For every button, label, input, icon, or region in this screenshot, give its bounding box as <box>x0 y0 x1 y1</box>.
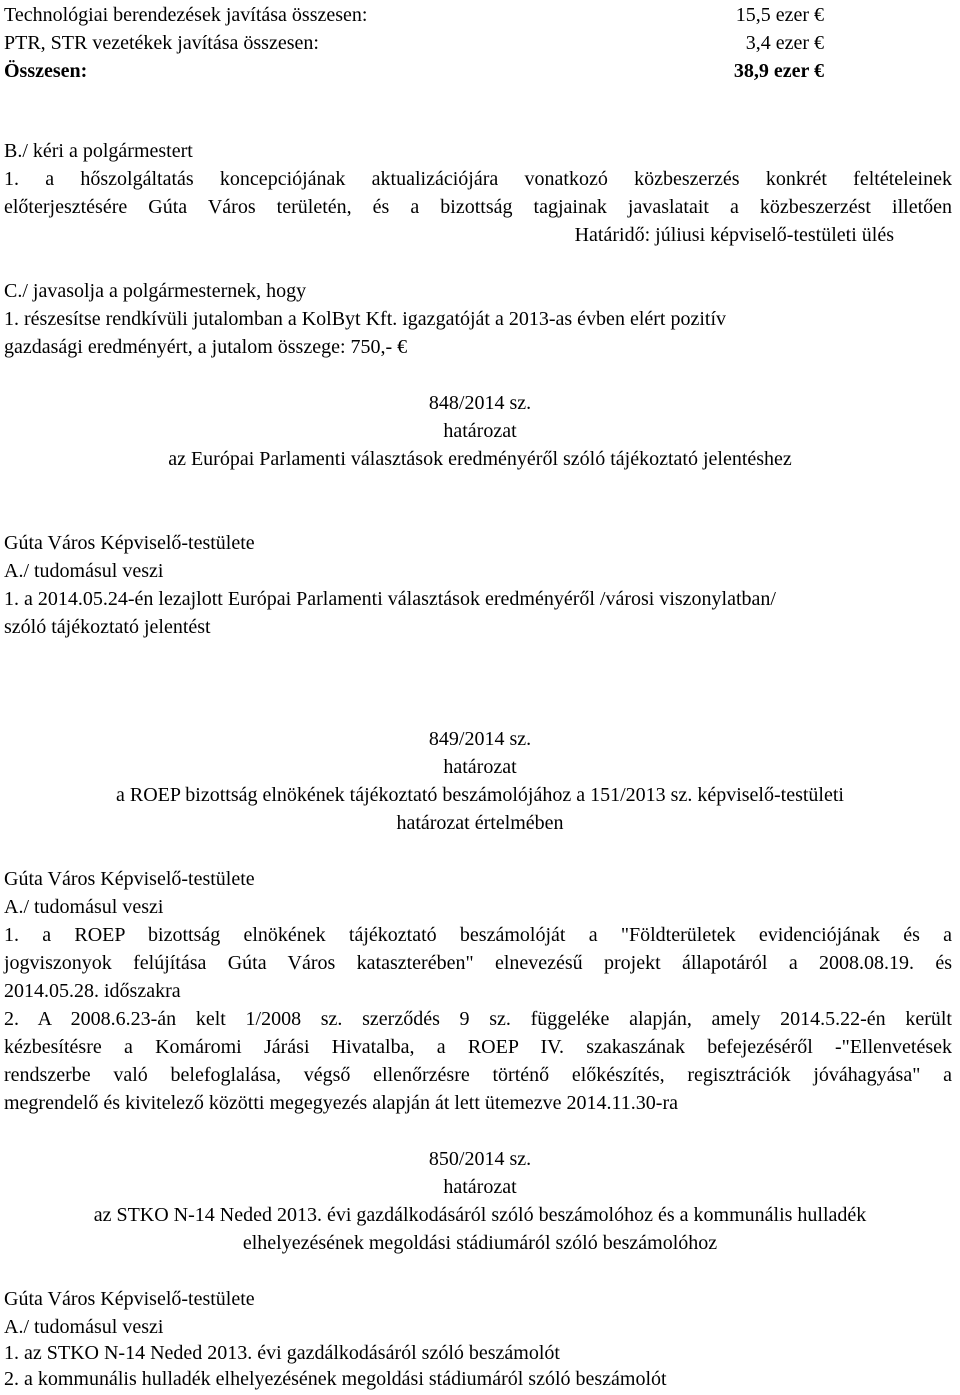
total-value-tech: 15,5 ezer € <box>735 4 824 26</box>
resolution-item-line: jogviszonyok felújítása Gúta Város kataszterében" elnevezésű projekt állapotáról a 2008.08.19. és <box>4 952 952 974</box>
section-b-deadline: Határidő: júliusi képviselő-testületi ülés <box>574 224 894 246</box>
resolution-item-line: 2. a kommunális hulladék elhelyezésének megoldási stádiumáról szóló beszámolót <box>4 1368 667 1390</box>
section-b-item-line: 1. a hőszolgáltatás koncepciójának aktualizációjára vonatkozó közbeszerzés konkrét feltételeinek <box>4 168 952 190</box>
resolution-title: az STKO N-14 Neded 2013. évi gazdálkodásáról szóló beszámolóhoz és a kommunális hulladék <box>93 1204 867 1226</box>
total-value-sum: 38,9 ezer € <box>733 60 824 82</box>
resolution-kind: határozat <box>443 420 517 442</box>
resolution-item-line: szóló tájékoztató jelentést <box>4 616 211 638</box>
resolution-number: 848/2014 sz. <box>428 392 532 414</box>
total-label-sum: Összesen: <box>4 60 88 82</box>
resolution-title: az Európai Parlamenti választások eredményéről szóló tájékoztató jelentéshez <box>168 448 792 470</box>
section-b-heading: B./ kéri a polgármestert <box>4 140 193 162</box>
total-label-tech: Technológiai berendezések javítása összesen: <box>4 4 368 26</box>
resolution-number: 849/2014 sz. <box>428 728 532 750</box>
resolution-item-line: rendszerbe való belefoglalása, végső ellenőrzésre történő előkészítés, regisztrációk jóváhagyása" a <box>4 1064 952 1086</box>
resolution-kind: határozat <box>443 1176 517 1198</box>
resolution-title: elhelyezésének megoldási stádiumáról szóló beszámolóhoz <box>242 1232 718 1254</box>
resolution-decision: A./ tudomásul veszi <box>4 560 164 582</box>
resolution-item-line: 1. az STKO N-14 Neded 2013. évi gazdálkodásáról szóló beszámolót <box>4 1342 560 1364</box>
resolution-decision: A./ tudomásul veszi <box>4 896 164 918</box>
resolution-title: határozat értelmében <box>396 812 564 834</box>
section-c-heading: C./ javasolja a polgármesternek, hogy <box>4 280 307 302</box>
resolution-title: a ROEP bizottság elnökének tájékoztató beszámolójához a 151/2013 sz. képviselő-testületi <box>116 784 844 806</box>
resolution-body: Gúta Város Képviselő-testülete <box>4 1288 255 1310</box>
resolution-body: Gúta Város Képviselő-testülete <box>4 532 255 554</box>
section-b-item-line: előterjesztésére Gúta Város területén, és a bizottság tagjainak javaslatait a közbeszerzést illetően <box>4 196 952 218</box>
resolution-item-line: megrendelő és kivitelező közötti megegyezés alapján át lett ütemezve 2014.11.30-ra <box>4 1092 678 1114</box>
resolution-item-line: 1. a ROEP bizottság elnökének tájékoztató beszámolóját a "Földterületek evidenciójának és a <box>4 924 952 946</box>
total-label-ptr: PTR, STR vezetékek javítása összesen: <box>4 32 319 54</box>
total-value-ptr: 3,4 ezer € <box>745 32 824 54</box>
resolution-item-line: kézbesítésre a Komáromi Járási Hivatalba, a ROEP IV. szakaszának befejezéséről -"Ellenvetések <box>4 1036 952 1058</box>
resolution-item-line: 2014.05.28. időszakra <box>4 980 181 1002</box>
resolution-number: 850/2014 sz. <box>428 1148 532 1170</box>
resolution-kind: határozat <box>443 756 517 778</box>
resolution-item-line: 2. A 2008.6.23-án kelt 1/2008 sz. szerződés 9 sz. függeléke alapján, amely 2014.5.22-én került <box>4 1008 952 1030</box>
resolution-body: Gúta Város Képviselő-testülete <box>4 868 255 890</box>
section-c-item-line: gazdasági eredményért, a jutalom összege: 750,- € <box>4 336 408 358</box>
resolution-decision: A./ tudomásul veszi <box>4 1316 164 1338</box>
section-c-item-line: 1. részesítse rendkívüli jutalomban a KolByt Kft. igazgatóját a 2013-as évben elért pozitív <box>4 308 727 330</box>
resolution-item-line: 1. a 2014.05.24-én lezajlott Európai Parlamenti választások eredményéről /városi viszonylatban/ <box>4 588 776 610</box>
